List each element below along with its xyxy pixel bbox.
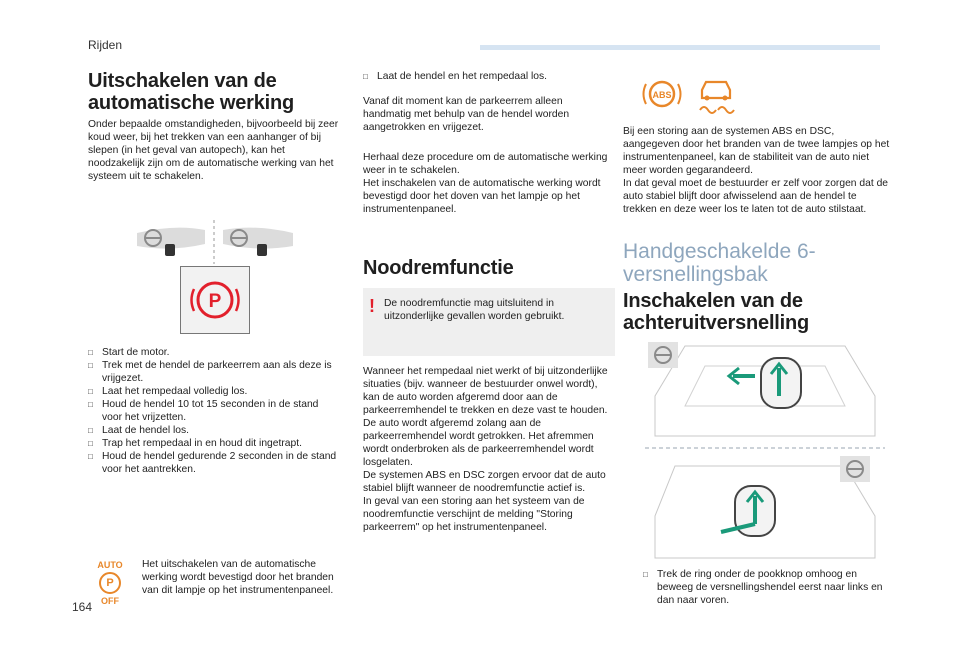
list-item: □ Houd de hendel gedurende 2 seconden in de stand voor het aantrekken. <box>88 450 340 476</box>
section-label: Rijden <box>88 38 123 52</box>
warning-text: De noodremfunctie mag uitsluitend in uitzonderlijke gevallen worden gebruikt. <box>384 298 565 322</box>
emergency-brake-paragraph: Wanneer het rempedaal niet werkt of bij uitzonderlijke situaties (bijv. wanneer de bestuurder onwel wordt), kan de auto worden afgeremd door aan de parkeerremhendel te trekken en deze vast te houden. De auto wordt afgeremd zolang aan de parkeerremhendel wordt getrokken. Het afremmen wordt onderbroken als de parkeerremhendel wordt losgelaten. De systemen ABS en DSC zorgen ervoor dat de auto stabiel blijft wanneer de noodremfunctie actief is. In geval van een storing aan het systeem van de noodremfunctie verschijnt de melding "Storing parkeerrem" op het instrumentenpaneel. <box>363 366 608 533</box>
auto-off-note: Het uitschakelen van de automatische werking wordt bevestigd door het branden van dit lampje op het instrumentenpaneel. <box>142 559 334 596</box>
list-item: □ Laat het rempedaal volledig los. <box>88 385 340 398</box>
release-step <box>363 70 613 83</box>
list-item: □ Trap het rempedaal in en houd dit ingetrapt. <box>88 437 340 450</box>
parking-symbol: P <box>208 291 222 312</box>
dsc-stability-icon <box>700 82 734 113</box>
list-item: □ Trek de ring onder de pookknop omhoog en beweeg de versnellingshendel eerst naar links en dan naar voren. <box>643 568 883 607</box>
header-bar <box>480 45 880 50</box>
gear-lever-illustration <box>645 336 885 561</box>
abs-dsc-paragraph: Bij een storing aan de systemen ABS en DSC, aangegeven door het branden van de twee lampjes op het instrumentenpaneel, kan de stabiliteit van de auto niet meer worden gegarandeerd. In dat geval moet de bestuurder er zelf voor zorgen dat de auto stabiel blijft door afwisselend aan de hendel te trekken en deze weer los te laten tot de auto stilstaat. <box>623 126 890 215</box>
section-title-emergency-brake: Noodremfunctie <box>363 257 514 279</box>
list-item: □ Laat de hendel en het rempedaal los. <box>363 70 613 83</box>
list-item: □ Start de motor. <box>88 346 340 359</box>
list-item: □ Houd de hendel 10 tot 15 seconden in de stand voor het vrijzetten. <box>88 398 340 424</box>
parking-brake-icon <box>181 267 249 333</box>
abs-dsc-warning-icons <box>640 76 740 116</box>
list-item: □ Trek met de hendel de parkeerrem aan als deze is vrijgezet. <box>88 359 340 385</box>
section-title-manual-gearbox: Handgeschakelde 6-versnellingsbak <box>623 240 816 286</box>
reverse-gear-step <box>643 568 883 607</box>
section-title-disable-auto: Uitschakelen van de automatische werking <box>88 70 295 114</box>
reenable-paragraph: Herhaal deze procedure om de automatische werking weer in te schakelen. Het inschakelen van de automatische werking wordt bevestigd door het doven van het lampje op het instrumentenpaneel. <box>363 152 608 215</box>
abs-icon <box>644 82 681 106</box>
page-number: 164 <box>72 600 93 614</box>
intro-paragraph: Onder bepaalde omstandigheden, bijvoorbeeld bij zeer koud weer, bij het trekken van een aanhanger of bij slepen (in het geval van autopech), kan het noodzakelijk zijn om de automatische werking van het systeem uit te schakelen. <box>88 119 339 182</box>
list-item: □ Laat de hendel los. <box>88 424 340 437</box>
subsection-title-reverse-gear: Inschakelen van de achteruitversnelling <box>623 290 810 334</box>
auto-off-warning-icon: AUTO P OFF <box>97 560 123 606</box>
steering-lever-illustration <box>135 218 295 266</box>
parking-brake-switch <box>180 266 250 334</box>
svg-text:ABS: ABS <box>652 90 672 100</box>
gear-knob <box>761 358 801 408</box>
procedure-steps <box>88 346 340 476</box>
warning-exclamation-icon: ! <box>369 296 375 316</box>
manual-only-paragraph: Vanaf dit moment kan de parkeerrem alleen handmatig met behulp van de hendel worden aangetrokken en vrijgezet. <box>363 96 570 133</box>
warning-box <box>363 288 615 356</box>
